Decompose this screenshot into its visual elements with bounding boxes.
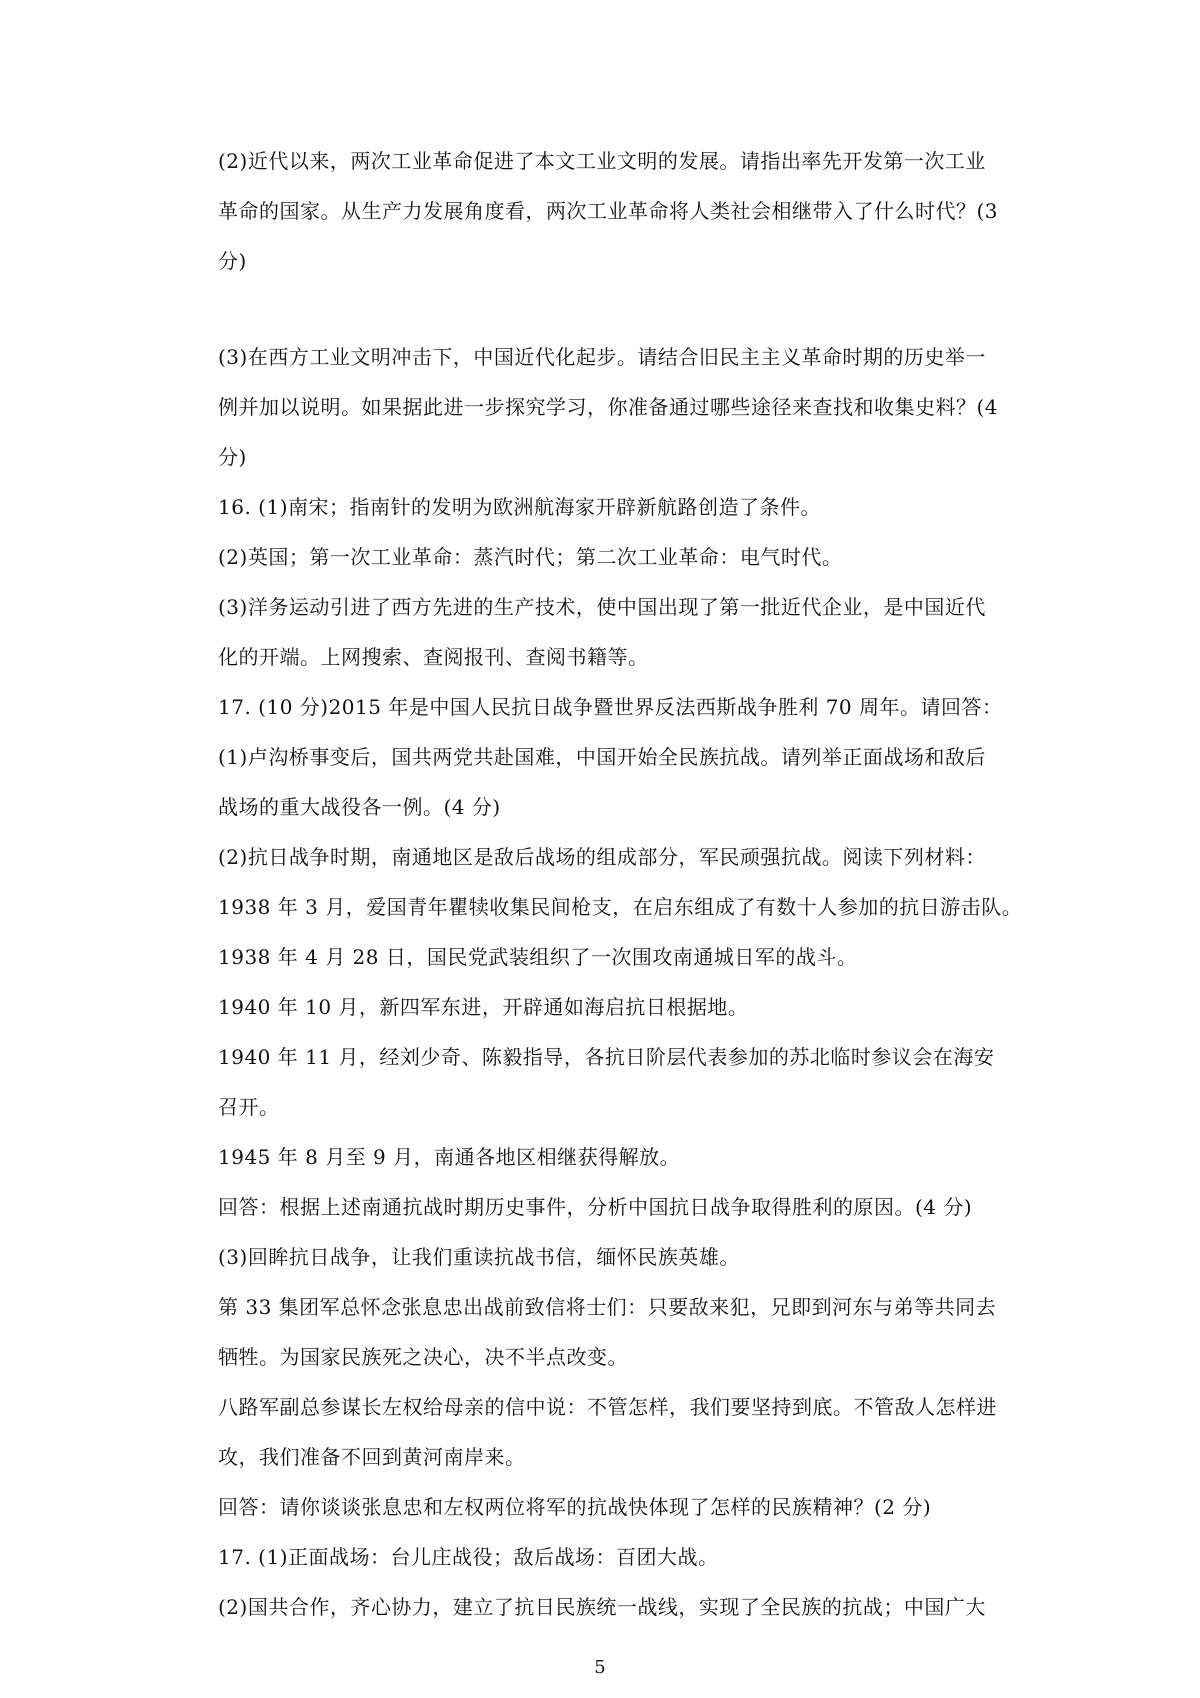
answer-16-3-line-1: (3)洋务运动引进了西方先进的生产技术，使中国出现了第一批近代企业，是中国近代 bbox=[218, 595, 986, 619]
letter-zhang-line-2: 牺牲。为国家民族死之决心，决不半点改变。 bbox=[218, 1345, 628, 1369]
question-17-2-intro: (2)抗日战争时期，南通地区是敌后战场的组成部分，军民顽强抗战。阅读下列材料： bbox=[218, 845, 986, 869]
question-15-3-line-1: (3)在西方工业文明冲击下，中国近代化起步。请结合旧民主主义革命时期的历史举一 bbox=[218, 345, 986, 369]
material-1940-october: 1940 年 10 月，新四军东进，开辟通如海启抗日根据地。 bbox=[218, 995, 749, 1019]
material-1940-november-line-2: 召开。 bbox=[218, 1095, 280, 1119]
answer-17-2-line-1: (2)国共合作，齐心协力，建立了抗日民族统一战线，实现了全民族的抗战；中国广大 bbox=[218, 1595, 986, 1619]
question-17-3-intro: (3)回眸抗日战争，让我们重读抗战书信，缅怀民族英雄。 bbox=[218, 1245, 740, 1269]
question-15-3-line-2: 例并加以说明。如果据此进一步探究学习，你准备通过哪些途径来查找和收集史料？(4 bbox=[218, 395, 999, 419]
question-17-3-prompt: 回答：请你谈谈张息忠和左权两位将军的抗战快体现了怎样的民族精神？(2 分) bbox=[218, 1495, 932, 1519]
material-1938-march: 1938 年 3 月，爱国青年瞿犊收集民间枪支，在启东组成了有数十人参加的抗日游击队。 bbox=[218, 895, 1023, 919]
letter-zhang-line-1: 第 33 集团军总怀念张息忠出战前致信将士们：只要敌来犯，兄即到河东与弟等共同去 bbox=[218, 1295, 997, 1319]
material-1945: 1945 年 8 月至 9 月，南通各地区相继获得解放。 bbox=[218, 1145, 681, 1169]
answer-16-3-line-2: 化的开端。上网搜索、查阅报刊、查阅书籍等。 bbox=[218, 645, 649, 669]
question-15-2-line-1: (2)近代以来，两次工业革命促进了本文工业文明的发展。请指出率先开发第一次工业 bbox=[218, 149, 986, 173]
question-15-3-line-3: 分) bbox=[218, 445, 247, 469]
question-17-2-prompt: 回答：根据上述南通抗战时期历史事件，分析中国抗日战争取得胜利的原因。(4 分) bbox=[218, 1195, 973, 1219]
material-1938-april: 1938 年 4 月 28 日，国民党武装组织了一次围攻南通城日军的战斗。 bbox=[218, 945, 858, 969]
letter-zuo-line-2: 攻，我们准备不回到黄河南岸来。 bbox=[218, 1445, 526, 1469]
question-15-2-line-2: 革命的国家。从生产力发展角度看，两次工业革命将人类社会相继带入了什么时代？(3 bbox=[218, 199, 999, 223]
material-1940-november-line-1: 1940 年 11 月，经刘少奇、陈毅指导，各抗日阶层代表参加的苏北临时参议会在海安 bbox=[218, 1045, 995, 1069]
question-15-2-line-3: 分) bbox=[218, 249, 247, 273]
question-17-1-line-1: (1)卢沟桥事变后，国共两党共赴国难，中国开始全民族抗战。请列举正面战场和敌后 bbox=[218, 745, 986, 769]
page-number: 5 bbox=[594, 1657, 606, 1678]
answer-17-1: 17. (1)正面战场：台儿庄战役；敌后战场：百团大战。 bbox=[218, 1545, 719, 1569]
question-17-1-line-2: 战场的重大战役各一例。(4 分) bbox=[218, 795, 501, 819]
answer-16-1: 16. (1)南宋；指南针的发明为欧洲航海家开辟新航路创造了条件。 bbox=[218, 495, 821, 519]
answer-16-2: (2)英国；第一次工业革命：蒸汽时代；第二次工业革命：电气时代。 bbox=[218, 545, 843, 569]
question-17-intro: 17. (10 分)2015 年是中国人民抗日战争暨世界反法西斯战争胜利 70 周年。请回答： bbox=[218, 695, 1003, 719]
letter-zuo-line-1: 八路军副总参谋长左权给母亲的信中说：不管怎样，我们要坚持到底。不管敌人怎样进 bbox=[218, 1395, 997, 1419]
